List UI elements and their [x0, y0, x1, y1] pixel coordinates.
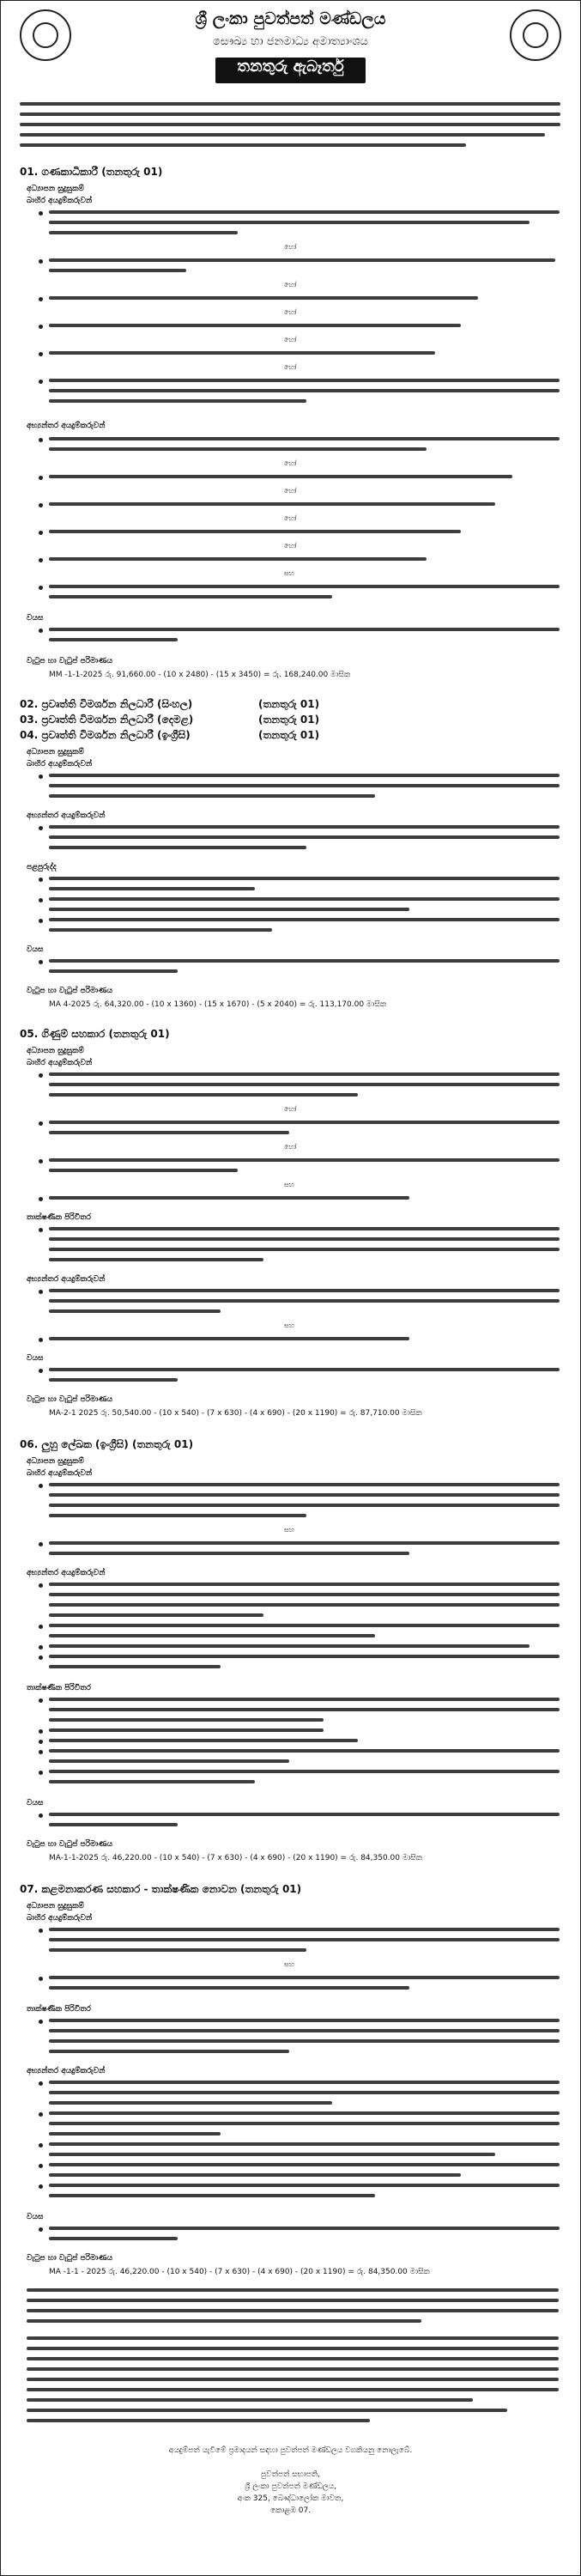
notice-banner: තනතුරු ඇබෑර්තු [215, 58, 366, 83]
vacancy-notice-page: ශ්‍රී ලංකා පුවත්පත් මණ්ඩලය සෞඛ්‍ය හා ජනමාධ්‍ය අමාත්‍යාංශය තනතුරු ඇබෑර්තු 01. ගණකාධිකාරී (තනතුරු 01) අධ්‍යාපන සුදුසුකම් බාහිර අයදුම්කරුවන් හෝ හෝ හෝ හෝ හෝ අභ්‍යන්තර අයදුම්කරුවන් හෝ හෝ හෝ හෝ සහ වයස වැටුප හා වැටුප් පරිමාණය MM -1-1-2025 රු. 91,660.00 - (10 x 2480) - (15 x 3450) = රු. 168,240.00 මාසික 02. ප්‍රවෘත්ති විමර්ශන නිලධාරී (සිංහල) (තනතුරු 01) 03. ප්‍රවෘත්ති විමර්ශන නිලධාරී (දෙමළ) (තනතුරු 01) 04. ප්‍රවෘත්ති විමර්ශන නිලධාරී (ඉංග්‍රීසි) (තනතුරු 01) අධ්‍යාපන සුදුසුකම් බාහිර අයදුම්කරුවන් අභ්‍යන්තර අයදුම්කරුවන් පළපුරුද්ද වයස වැටුප හා වැටුප් පරිමාණය MA 4-2025 රු. 64,320.00 - (10 x 1360) - (15 x 1670) - (5 x 2040) = රු. 113,170.00 මාසික 05. ගිණුම් සහකාර (තනතුරු 01) අධ්‍යාපන සුදුසුකම් බාහිර අයදුම්කරුවන් හෝ හෝ සහ තාක්ෂණික පිරිවිතර අභ්‍යන්තර අයදුම්කරුවන් සහ වයස වැටුප හා වැටුප් පරිමාණය MA-2-1 2025 රු. 50,540.00 - (10 x 540) - (7 x 630) - (4 x 690) - (20 x 1190) = රු. 87,710.00 මාසික 06. ලුහු ලේඛක (ඉංග්‍රීසි) (තනතුරු 01) අධ්‍යාපන සුදුසුකම් බාහිර අයදුම්කරුවන් සහ අභ්‍යන්තර අයදුම්කරුවන් තාක්ෂණික පිරිවිතර වයස වැටුප හා වැටුප් පරිමාණය MA-1-1-2025 රු. 46,220.00 - (10 x 540) - (7 x 630) - (4 x 690) - (20 x 1190) = රු. 84,350.00 මාසික 07. කළමනාකරණ සහකාර - තාක්ෂණික නොවන (තනතුරු 01) අධ්‍යාපන සුදුසුකම් බාහිර අයදුම්කරුවන් සහ තාක්ෂණික පිරිවිතර අභ්‍යන්තර අයදුම්කරුවන් වයස වැටුප හා වැටුප් පරිමාණය MA -1-1 - 2025 රු. 46,220.00 - (10 x 540) - (7 x 630) - (4 x 690) - (20 x 1190) = රු. 84,350.00 මාසික අයදුම්පත් යැවීමේ ප්‍රමාදයන් සඳහා පුවත්පත් මණ්ඩලය වගකියනු නොලැබේ. පුවත්පත් සභාපති, ශ්‍රී ලංකා පුවත්පත් මණ්ඩලය, අංක 325, බෞද්ධාලෝක මාවත, කොළඹ 07. [0, 0, 581, 2576]
post-02-title: 02. ප්‍රවෘත්ති විමර්ශන නිලධාරී (සිංහල) [20, 698, 193, 710]
external-applicants-label: බාහිර අයදුම්කරුවන් [27, 197, 93, 205]
technical-spec-label: තාක්ෂණික පිරිවිතර [27, 1213, 91, 1222]
salary-label: වැටුප හා වැටුප් පරිමාණය [27, 657, 113, 665]
internal-applicants-label: අභ්‍යන්තර අයදුම්කරුවන් [27, 422, 106, 430]
age-label: වයස [27, 614, 44, 623]
post-05-title: 05. ගිණුම් සහකාර (තනතුරු 01) [20, 1028, 170, 1040]
notice-header [1, 1, 580, 90]
post-04-title: 04. ප්‍රවෘත්ති විමර්ශන නිලධාරී (ඉංග්‍රීසි) [20, 729, 191, 741]
organization-name: ශ්‍රී ලංකා පුවත්පත් මණ්ඩලය [195, 9, 386, 28]
post-01-title: 01. ගණකාධිකාරී (තනතුරු 01) [20, 166, 163, 178]
post-01-salary: MM -1-1-2025 රු. 91,660.00 - (10 x 2480) - (15 x 3450) = රු. 168,240.00 මාසික [49, 671, 351, 679]
post-04-count: (තනතුරු 01) [258, 729, 320, 741]
qualifications-label: අධ්‍යාපන සුදුසුකම් [27, 185, 84, 193]
post-03-title: 03. ප්‍රවෘත්ති විමර්ශන නිලධාරී (දෙමළ) [20, 714, 194, 726]
ministry-name: සෞඛ්‍ය හා ජනමාධ්‍ය අමාත්‍යාංශය [213, 35, 368, 48]
post-06-salary: MA-1-1-2025 රු. 46,220.00 - (10 x 540) - (7 x 630) - (4 x 690) - (20 x 1190) = රු. 84,350.00 මාසික [49, 1854, 423, 1862]
post-03-count: (තනතුරු 01) [258, 714, 320, 726]
late-application-note: අයදුම්පත් යැවීමේ ප්‍රමාදයන් සඳහා පුවත්පත් මණ්ඩලය වගකියනු නොලැබේ. [168, 2446, 413, 2455]
post-02-count: (තනතුරු 01) [258, 698, 320, 710]
post-05-salary: MA-2-1 2025 රු. 50,540.00 - (10 x 540) - (7 x 630) - (4 x 690) - (20 x 1190) = රු. 87,710.00 මාසික [49, 1409, 422, 1418]
experience-label: පළපුරුද්ද [27, 863, 57, 872]
post-07-salary: MA -1-1 - 2025 රු. 46,220.00 - (10 x 540) - (7 x 630) - (4 x 690) - (20 x 1190) = රු. 84,350.00 මාසික [49, 2268, 430, 2276]
post-06-title: 06. ලුහු ලේඛක (ඉංග්‍රීසි) (තනතුරු 01) [20, 1438, 194, 1450]
or-separator: හෝ [284, 243, 297, 251]
post-07-title: 07. කළමනාකරණ සහකාර - තාක්ෂණික නොවන (තනතුරු 01) [20, 1883, 302, 1895]
post-02-04-salary: MA 4-2025 රු. 64,320.00 - (10 x 1360) - (15 x 1670) - (5 x 2040) = රු. 113,170.00 මාසික [49, 1000, 387, 1009]
